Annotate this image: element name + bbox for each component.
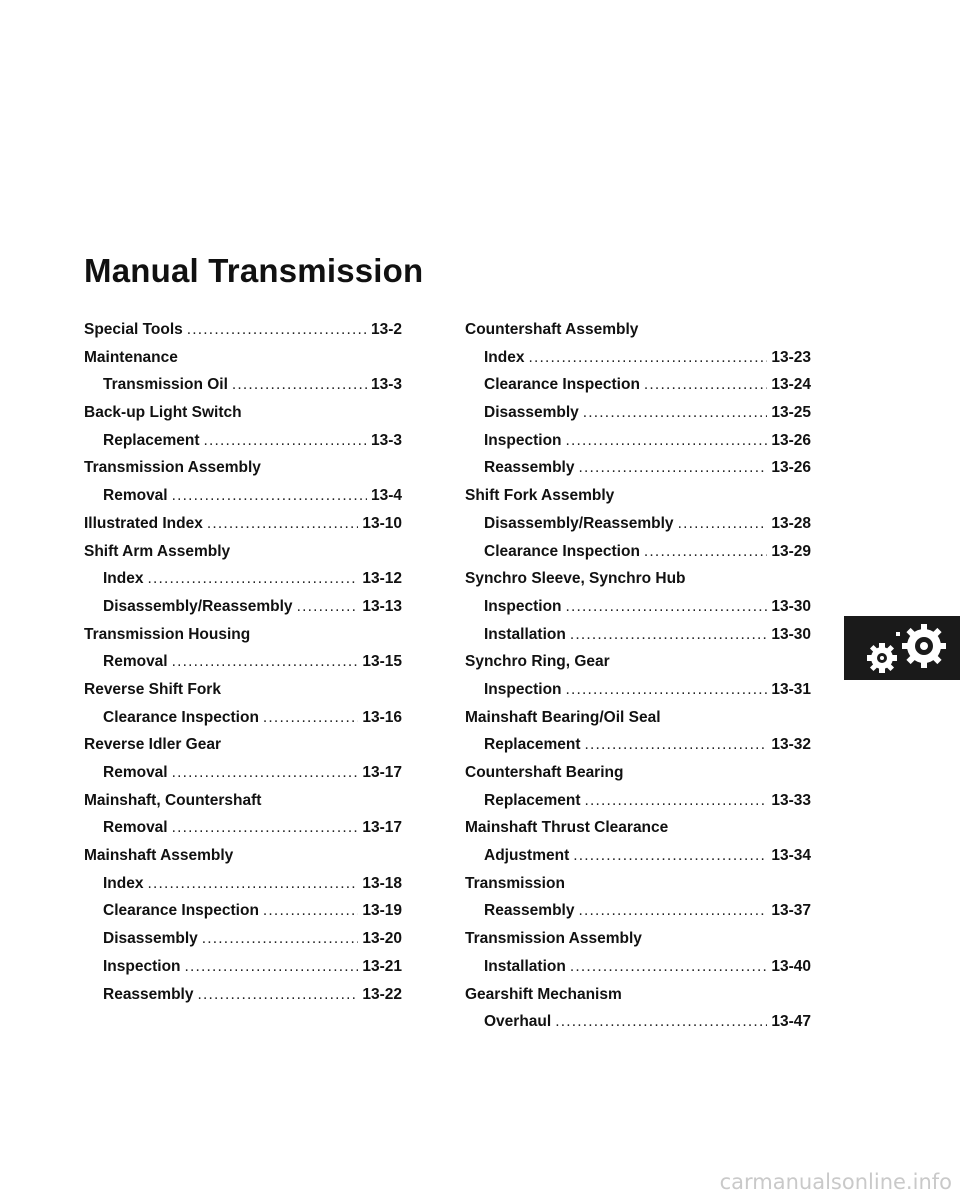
toc-entry <box>84 653 402 681</box>
dot-leader <box>570 958 768 976</box>
toc-entry-label: Reverse Shift Fork <box>84 680 221 698</box>
dot-leader <box>584 736 767 754</box>
toc-entry <box>84 875 402 903</box>
toc-entry <box>84 819 402 847</box>
dot-leader <box>232 376 367 394</box>
toc-entry <box>465 432 811 460</box>
toc-entry-label: Removal <box>103 487 168 505</box>
toc-entry-label: Maintenance <box>84 348 178 366</box>
toc-entry-label: Removal <box>103 653 168 671</box>
toc-entry-label: Adjustment <box>484 847 570 865</box>
toc-entry-label: Removal <box>103 819 168 837</box>
page-title: Manual Transmission <box>84 252 424 289</box>
toc-entry-label: Clearance Inspection <box>103 902 259 920</box>
toc-page-number: 13-10 <box>362 514 402 532</box>
toc-entry <box>465 543 811 571</box>
dot-leader <box>187 321 367 339</box>
toc-entry-label: Removal <box>103 764 168 781</box>
toc-entry <box>465 958 811 986</box>
toc-entry <box>84 709 402 737</box>
dot-leader <box>172 764 359 782</box>
toc-section-heading <box>84 736 402 764</box>
toc-page-number: 13-3 <box>370 376 402 394</box>
dot-leader <box>185 958 359 976</box>
dot-leader <box>566 598 768 616</box>
dot-leader <box>578 902 767 920</box>
toc-page-number: 13-23 <box>771 348 811 366</box>
dot-leader <box>202 930 359 948</box>
toc-page-number: 13-17 <box>362 819 402 837</box>
toc-page-number: 13-26 <box>771 459 811 477</box>
toc-entry-label: Inspection <box>484 597 562 615</box>
toc-section-heading <box>465 819 811 847</box>
toc-page-number: 13-28 <box>771 514 811 532</box>
toc-entry-label: Index <box>103 570 144 588</box>
toc-section-heading <box>465 570 811 598</box>
toc-entry-label: Clearance Inspection <box>484 376 640 394</box>
toc-entry-label: Mainshaft Bearing/Oil Seal <box>465 708 661 726</box>
toc-entry-label: Countershaft Assembly <box>465 321 639 338</box>
toc-page-number: 13-30 <box>771 625 811 643</box>
toc-section-heading <box>465 653 811 681</box>
toc-entry-label: Transmission Oil <box>103 376 228 394</box>
toc-entry-label: Synchro Sleeve, Synchro Hub <box>465 570 686 588</box>
toc-entry <box>465 404 811 432</box>
toc-section-heading <box>84 626 402 654</box>
toc-entry <box>84 986 402 1014</box>
toc-entry-label: Inspection <box>484 680 562 698</box>
dot-leader <box>578 459 767 477</box>
toc-entry <box>465 598 811 626</box>
toc-entry <box>465 736 811 764</box>
toc-entry <box>84 432 402 460</box>
dot-leader <box>566 432 768 450</box>
dot-leader <box>678 515 768 533</box>
toc-page-number: 13-19 <box>362 902 402 920</box>
toc-entry <box>84 902 402 930</box>
toc-entry-label: Countershaft Bearing <box>465 764 624 781</box>
toc-entry-label: Replacement <box>103 431 200 449</box>
toc-page-number: 13-29 <box>771 542 811 560</box>
toc-page-number: 13-32 <box>771 736 811 754</box>
toc-entry-label: Inspection <box>484 431 562 449</box>
toc-page-number: 13-40 <box>771 957 811 975</box>
toc-entry <box>84 764 402 792</box>
toc-section-heading <box>465 764 811 792</box>
toc-page-number: 13-25 <box>771 404 811 422</box>
toc-page-number: 13-24 <box>771 376 811 394</box>
toc-page-number: 13-30 <box>771 597 811 615</box>
toc-entry <box>465 459 811 487</box>
toc-entry <box>84 487 402 515</box>
dot-leader <box>583 404 768 422</box>
toc-right-column <box>465 321 811 1041</box>
dot-leader <box>570 626 768 644</box>
toc-entry-label: Mainshaft Thrust Clearance <box>465 819 669 837</box>
toc-page-number: 13-13 <box>362 597 402 615</box>
toc-section-heading <box>465 930 811 958</box>
toc-section-heading <box>84 792 402 820</box>
toc-entry-label: Disassembly/Reassembly <box>484 514 674 532</box>
toc-section-heading <box>84 847 402 875</box>
toc-entry-label: Transmission Housing <box>84 625 251 643</box>
toc-page-number: 13-15 <box>362 653 402 671</box>
toc-entry <box>84 598 402 626</box>
dot-leader <box>172 653 359 671</box>
dot-leader <box>203 432 366 450</box>
toc-entry <box>84 515 402 543</box>
toc-entry <box>465 349 811 377</box>
toc-section-heading <box>84 681 402 709</box>
toc-section-heading <box>465 487 811 515</box>
dot-leader <box>207 515 358 533</box>
dot-leader <box>197 986 358 1004</box>
toc-page-number: 13-21 <box>362 957 402 975</box>
toc-entry <box>84 321 402 349</box>
toc-page-number: 13-18 <box>362 874 402 892</box>
toc-section-heading <box>84 404 402 432</box>
toc-page-number: 13-3 <box>370 431 402 449</box>
toc-entry-label: Disassembly <box>103 930 198 948</box>
toc-section-heading <box>465 986 811 1014</box>
toc-section-heading <box>84 349 402 377</box>
toc-entry <box>84 376 402 404</box>
toc-entry-label: Overhaul <box>484 1013 552 1031</box>
dot-leader <box>584 792 767 810</box>
dot-leader <box>263 709 358 727</box>
toc-section-heading <box>84 459 402 487</box>
toc-entry-label: Special Tools <box>84 321 183 338</box>
toc-section-heading <box>84 543 402 571</box>
toc-entry-label: Reverse Idler Gear <box>84 736 222 754</box>
toc-page-number: 13-33 <box>771 791 811 809</box>
toc-page-number: 13-26 <box>771 431 811 449</box>
toc-left-column <box>84 321 402 1013</box>
toc-entry-label: Clearance Inspection <box>484 542 640 560</box>
toc-entry-label: Installation <box>484 957 566 975</box>
toc-entry-label: Clearance Inspection <box>103 708 259 726</box>
dot-leader <box>566 681 768 699</box>
dot-leader <box>172 487 367 505</box>
toc-page-number: 13-17 <box>362 764 402 781</box>
dot-leader <box>555 1013 767 1031</box>
toc-entry <box>465 515 811 543</box>
toc-entry <box>465 1013 811 1041</box>
toc-entry-label: Reassembly <box>484 459 575 477</box>
toc-section-heading <box>465 875 811 903</box>
toc-entry-label: Shift Arm Assembly <box>84 542 231 560</box>
toc-entry-label: Index <box>103 874 144 892</box>
dot-leader <box>528 349 767 367</box>
toc-page-number: 13-22 <box>362 985 402 1003</box>
dot-leader <box>147 570 358 588</box>
toc-page-number: 13-4 <box>370 487 402 505</box>
toc-page-number: 13-16 <box>362 708 402 726</box>
toc-entry-label: Transmission <box>465 874 565 892</box>
toc-entry <box>465 847 811 875</box>
dot-leader <box>573 847 767 865</box>
toc-section-heading <box>465 709 811 737</box>
dot-leader <box>263 902 358 920</box>
dot-leader <box>172 819 359 837</box>
toc-entry <box>465 902 811 930</box>
toc-entry <box>465 681 811 709</box>
toc-entry-label: Disassembly <box>484 404 579 422</box>
toc-entry-label: Replacement <box>484 791 581 809</box>
gears-icon <box>844 616 960 680</box>
toc-entry-label: Index <box>484 348 525 366</box>
toc-entry-label: Mainshaft Assembly <box>84 847 234 865</box>
toc-entry-label: Inspection <box>103 957 181 975</box>
toc-entry-label: Shift Fork Assembly <box>465 487 615 505</box>
toc-entry <box>84 570 402 598</box>
toc-entry <box>465 376 811 404</box>
toc-entry-label: Mainshaft, Countershaft <box>84 791 262 809</box>
toc-entry-label: Reassembly <box>484 902 575 920</box>
dot-leader <box>147 875 358 893</box>
toc-entry-label: Illustrated Index <box>84 514 203 532</box>
toc-section-heading <box>465 321 811 349</box>
toc-entry-label: Back-up Light Switch <box>84 404 242 422</box>
section-tab <box>844 616 960 680</box>
toc-page-number: 13-20 <box>362 930 402 948</box>
toc-entry <box>84 958 402 986</box>
toc-entry-label: Installation <box>484 625 566 643</box>
toc-entry-label: Disassembly/Reassembly <box>103 597 293 615</box>
toc-entry-label: Replacement <box>484 736 581 754</box>
toc-entry-label: Reassembly <box>103 985 194 1003</box>
toc-entry-label: Gearshift Mechanism <box>465 985 622 1003</box>
watermark-text: carmanualsonline.info <box>719 1170 952 1194</box>
toc-page-number: 13-2 <box>370 321 402 338</box>
dot-leader <box>644 376 767 394</box>
toc-page-number: 13-34 <box>771 847 811 865</box>
toc-page-number: 13-12 <box>362 570 402 588</box>
dot-leader <box>644 543 767 561</box>
toc-entry-label: Transmission Assembly <box>465 930 642 948</box>
dot-leader <box>297 598 359 616</box>
toc-entry <box>465 792 811 820</box>
toc-page-number: 13-47 <box>771 1013 811 1031</box>
toc-entry <box>84 930 402 958</box>
toc-entry-label: Synchro Ring, Gear <box>465 653 610 671</box>
toc-page-number: 13-37 <box>771 902 811 920</box>
toc-page-number: 13-31 <box>771 680 811 698</box>
toc-entry-label: Transmission Assembly <box>84 459 261 477</box>
toc-entry <box>465 626 811 654</box>
